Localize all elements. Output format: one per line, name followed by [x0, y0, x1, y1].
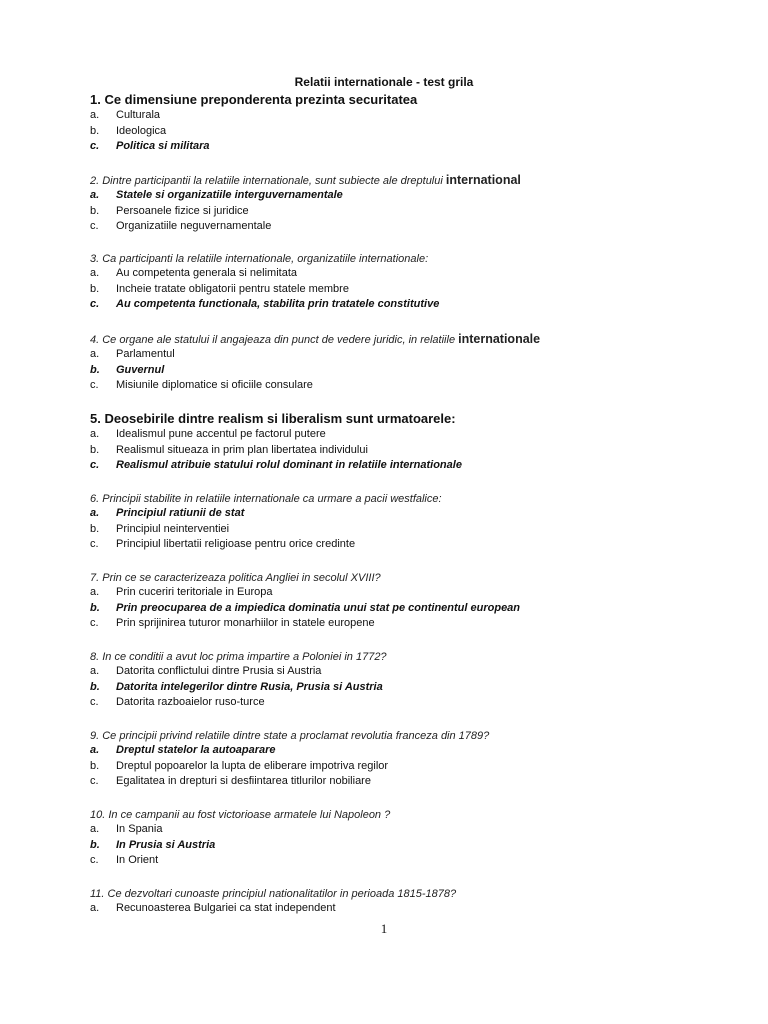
question-text: 4. Ce organe ale statului il angajeaza din punct de vedere juridic, in relatiile internationale	[90, 332, 541, 346]
answer-option: b. Incheie tratate obligatorii pentru statele membre	[90, 282, 349, 295]
answer-option: b. Ideologica	[90, 124, 167, 137]
answer-option: c. Prin sprijinirea tuturor monarhiilor in statele europene	[90, 617, 375, 630]
question-7	[90, 571, 730, 632]
question-1	[90, 92, 730, 155]
answer-option: c. Misiunile diplomatice si oficiile consulare	[90, 379, 313, 392]
question-11	[90, 887, 730, 917]
question-text: 8. In ce conditii a avut loc prima impartire a Poloniei in 1772?	[90, 651, 387, 663]
answer-option-correct: a. Dreptul statelor la autoaparare	[90, 744, 276, 756]
question-6	[90, 492, 730, 553]
answer-option: c. Principiul libertatii religioase pentru orice credinte	[90, 538, 356, 551]
question-2	[90, 173, 730, 235]
question-text: 3. Ca participanti la relatiile internationale, organizatiile internationale:	[90, 253, 429, 265]
answer-option: b. Persoanele fizice si juridice	[90, 204, 249, 217]
question-text: 7. Prin ce se caracterizeaza politica Angliei in secolul XVIII?	[90, 572, 381, 584]
answer-option-correct: b. Prin preocuparea de a impiedica dominatia unui stat pe continentul european	[90, 601, 521, 614]
question-8	[90, 650, 730, 711]
question-text: 5. Deosebirile dintre realism si liberalism sunt urmatoarele:	[90, 411, 456, 426]
question-text: 2. Dintre participantii la relatiile internationale, sunt subiecte ale dreptului international	[90, 173, 521, 187]
answer-option: c. Datorita razboaielor ruso-turce	[90, 696, 265, 709]
answer-option-correct: a. Principiul ratiunii de stat	[90, 507, 245, 519]
answer-option-correct: a. Statele si organizatiile interguvernamentale	[90, 189, 343, 201]
answer-option: a. Culturala	[90, 109, 161, 121]
question-5	[90, 411, 730, 474]
answer-option: b. Realismul situeaza in prim plan libertatea individului	[90, 443, 368, 456]
answer-option: a. Au competenta generala si nelimitata	[90, 267, 297, 279]
answer-option: b. Dreptul popoarelor la lupta de eliberare impotriva regilor	[90, 759, 389, 772]
question-4	[90, 332, 730, 394]
answer-option: a. Prin cuceriri teritoriale in Europa	[90, 586, 273, 598]
page-number: 1	[380, 921, 388, 936]
question-text: 6. Principii stabilite in relatiile internationale ca urmare a pacii westfalice:	[90, 493, 442, 505]
answer-option: b. Principiul neinterventiei	[90, 522, 230, 535]
answer-option: a. In Spania	[90, 823, 163, 835]
answer-option-correct: b. Datorita intelegerilor dintre Rusia, Prusia si Austria	[90, 680, 383, 693]
answer-option-correct: b. In Prusia si Austria	[90, 838, 216, 851]
question-3	[90, 252, 730, 313]
answer-option: a. Datorita conflictului dintre Prusia si Austria	[90, 665, 322, 677]
question-10	[90, 808, 730, 869]
question-9	[90, 729, 730, 790]
document-title: Relatii internationale - test grila	[294, 75, 474, 89]
answer-option-correct: c. Realismul atribuie statului rolul dominant in relatiile internationale	[90, 459, 462, 472]
answer-option: a. Recunoasterea Bulgariei ca stat independent	[90, 902, 336, 914]
answer-option: c. Egalitatea in drepturi si desfiintarea titlurilor nobiliare	[90, 775, 371, 788]
question-text: 11. Ce dezvoltari cunoaste principiul nationalitatilor in perioada 1815-1878?	[90, 888, 457, 900]
answer-option-correct: c. Politica si militara	[90, 140, 210, 153]
answer-option: a. Idealismul pune accentul pe factorul putere	[90, 428, 326, 440]
answer-option: c. Organizatiile neguvernamentale	[90, 220, 272, 233]
question-text: 10. In ce campanii au fost victorioase armatele lui Napoleon ?	[90, 809, 391, 821]
answer-option-correct: c. Au competenta functionala, stabilita prin tratatele constitutive	[90, 298, 440, 311]
question-text: 1. Ce dimensiune preponderenta prezinta securitatea	[90, 92, 418, 107]
answer-option: c. In Orient	[90, 854, 159, 867]
answer-option-correct: b. Guvernul	[90, 363, 165, 376]
question-text: 9. Ce principii privind relatiile dintre state a proclamat revolutia franceza din 1789?	[90, 730, 490, 742]
answer-option: a. Parlamentul	[90, 348, 175, 360]
